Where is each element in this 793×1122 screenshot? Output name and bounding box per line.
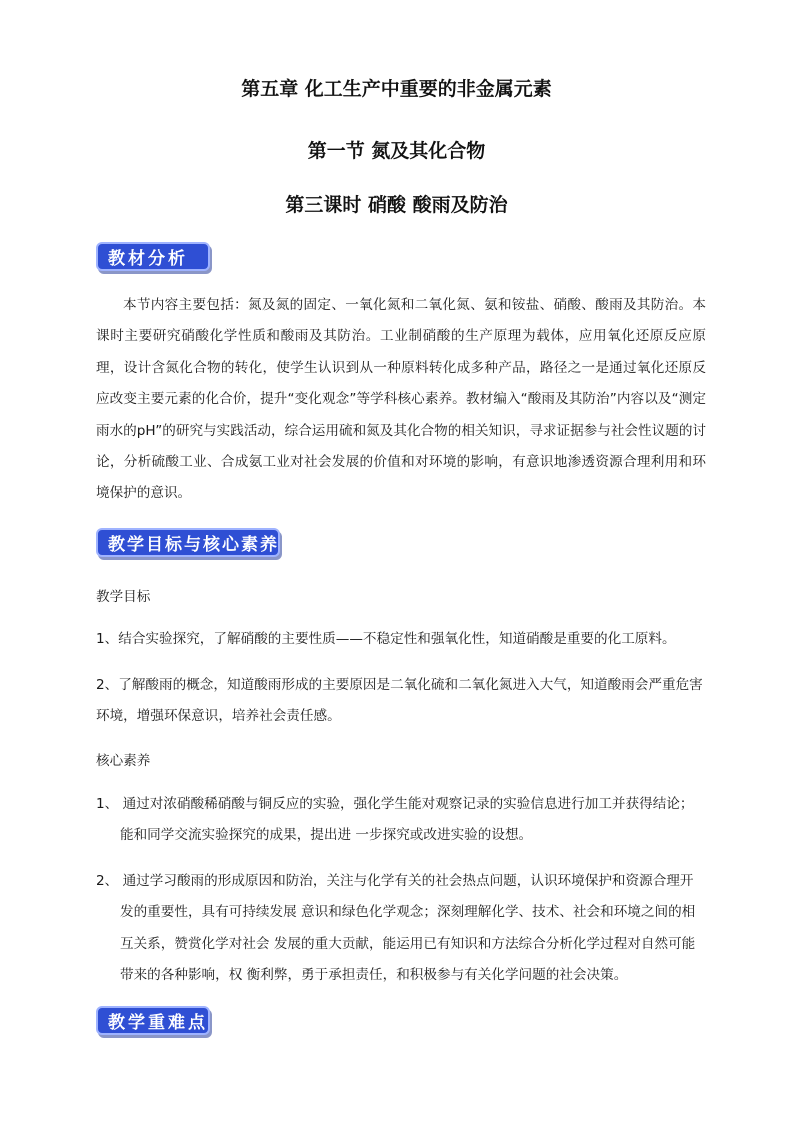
core-item-2: 2、 通过学习酸雨的形成原因和防治，关注与化学有关的社会热点问题，认识环境保护和资源合理开发的重要性，具有可持续发展 意识和绿色化学观念；深刻理解化学、技术、社会和环境之间的相互关系，赞赏化学对社会 发展的重大贡献，能运用已有知识和方法综合分析化学过程对自然可能带来的各种影响，权 衡利弊，勇于承担责任，和积极参与有关化学问题的社会决策。: [96, 873, 696, 984]
chapter-title: 第五章 化工生产中重要的非金属元素: [241, 78, 552, 100]
analysis-badge: 教材分析: [96, 242, 210, 271]
section-title: 第一节 氮及其化合物: [307, 140, 486, 162]
difficulty-badge: 教学重难点: [96, 1006, 210, 1035]
core-label: 核心素养: [96, 753, 151, 769]
goal-item-2: 2、了解酸雨的概念，知道酸雨形成的主要原因是二氧化硫和二氧化氮进入大气，知道酸雨会严重危害环境，增强环保意识，培养社会责任感。: [96, 677, 703, 725]
analysis-paragraph: 本节内容主要包括：氮及氮的固定、一氧化氮和二氧化氮、氨和铵盐、硝酸、酸雨及其防治。本课时主要研究硝酸化学性质和酸雨及其防治。工业制硝酸的生产原理为载体，应用氧化还原反应原理，设计含氮化合物的转化，使学生认识到从一种原料转化成多种产品，路径之一是通过氧化还原反应改变主要元素的化合价，提升“变化观念”等学科核心素养。教材编入“酸雨及其防治”内容以及“测定雨水的pH”的研究与实践活动，综合运用硫和氮及其化合物的相关知识，寻求证据参与社会性议题的讨论，分析硫酸工业、合成氨工业对社会发展的价值和对环境的影响，有意识地渗透资源合理利用和环境保护的意识。: [96, 297, 707, 502]
core-item-1: 1、 通过对浓硝酸稀硝酸与铜反应的实验，强化学生能对观察记录的实验信息进行加工并获得结论；能和同学交流实验探究的成果，提出进 一步探究或改进实验的设想。: [96, 796, 694, 844]
goals-badge: 教学目标与核心素养: [96, 528, 280, 557]
goal-item-1: 1、结合实验探究，了解硝酸的主要性质——不稳定性和强氧化性，知道硝酸是重要的化工原料。: [96, 631, 676, 647]
lesson-title: 第三课时 硝酸 酸雨及防治: [285, 194, 508, 216]
goals-label: 教学目标: [96, 589, 151, 605]
